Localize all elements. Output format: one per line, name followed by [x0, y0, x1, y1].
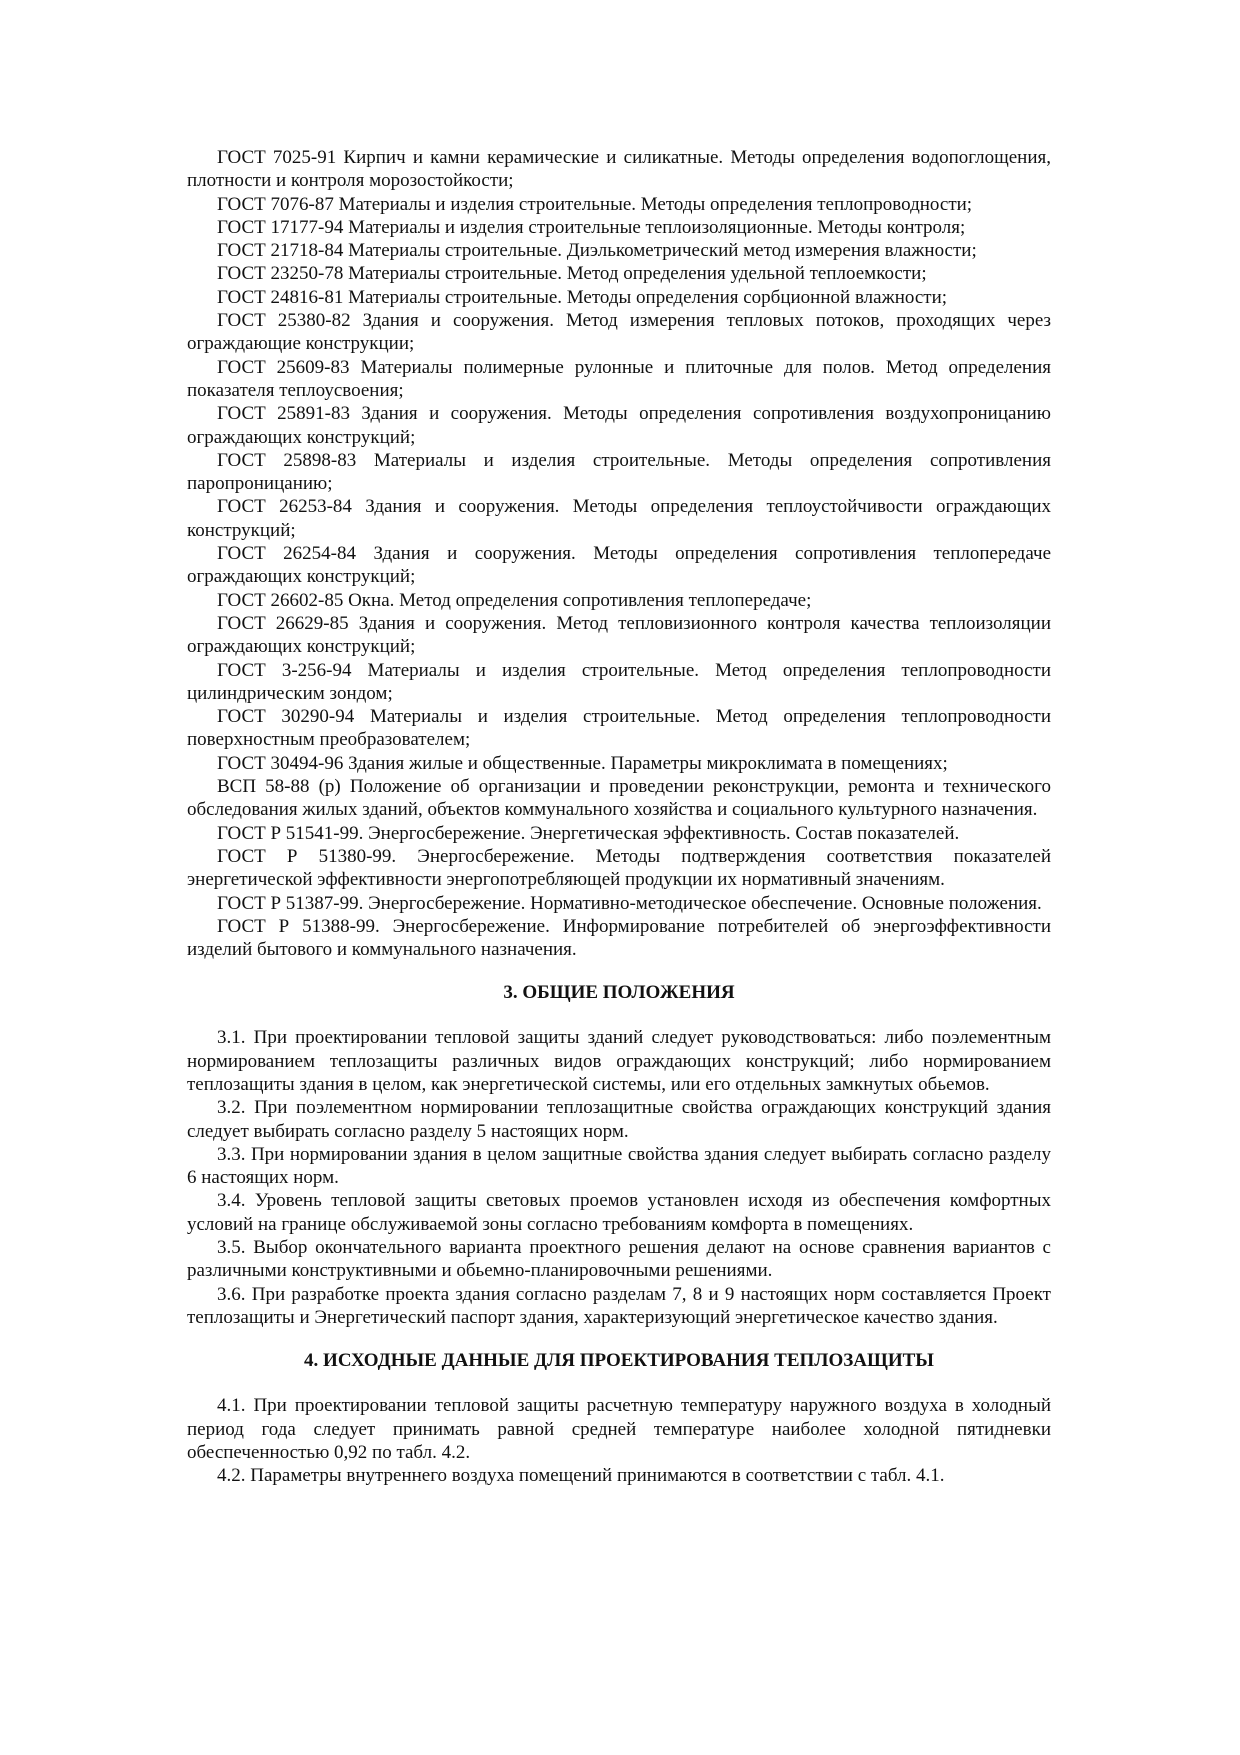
reference-item: ГОСТ 24816-81 Материалы строительные. Методы определения сорбционной влажности; — [217, 286, 948, 308]
reference-item: ГОСТ 26253-84 Здания и сооружения. Методы определения теплоустойчивости ограждающих конструкций; — [187, 496, 1051, 541]
reference-item: ГОСТ Р 51541-99. Энергосбережение. Энергетическая эффективность. Состав показателей. — [217, 822, 960, 844]
section-4-paragraph: 4.1. При проектировании тепловой защиты расчетную температуру наружного воздуха в холодный период года следует принимать равной средней температуре наиболее холодной пятидневки обеспеченностью 0,92 по табл. 4.2. — [187, 1395, 1051, 1463]
section-3-paragraph: 3.2. При поэлементном нормировании теплозащитные свойства ограждающих конструкций здания следует выбирать согласно разделу 5 настоящих норм. — [187, 1097, 1051, 1142]
reference-item: ГОСТ 25380-82 Здания и сооружения. Метод измерения тепловых потоков, проходящих через ограждающие конструкции; — [187, 310, 1051, 355]
section-3-paragraph: 3.6. При разработке проекта здания согласно разделам 7, 8 и 9 настоящих норм составляется Проект теплозащиты и Энергетический паспорт здания, характеризующий энергетическое качество здания. — [187, 1283, 1051, 1328]
reference-item: ГОСТ 7076-87 Материалы и изделия строительные. Методы определения теплопроводности; — [217, 193, 973, 215]
reference-item: ГОСТ Р 51388-99. Энергосбережение. Информирование потребителей об энергоэффективности изделий бытового и коммунального назначения. — [187, 915, 1051, 961]
section-3-paragraph: 3.1. При проектировании тепловой защиты зданий следует руководствоваться: либо поэлементным нормированием теплозащиты различных видов ограждающих конструкций; либо нормированием теплозащиты здания в целом, как энергетической системы, или его отдельных замкнутых обьемов. — [187, 1027, 1051, 1095]
reference-item: ГОСТ Р 51387-99. Энергосбережение. Нормативно-методическое обеспечение. Основные положения. — [217, 892, 1042, 914]
reference-item: ГОСТ 30494-96 Здания жилые и общественные. Параметры микроклимата в помещениях; — [217, 752, 948, 774]
section-3-paragraph: 3.5. Выбор окончательного варианта проектного решения делают на основе сравнения вариантов с различными конструктивными и обьемно-планировочными решениями. — [187, 1237, 1051, 1282]
reference-item: ГОСТ 23250-78 Материалы строительные. Метод определения удельной теплоемкости; — [217, 263, 927, 285]
reference-item: ГОСТ Р 51380-99. Энергосбережение. Методы подтверждения соответствия показателей энергетической эффективности энергопотребляющей продукции их нормативный значениям. — [187, 845, 1051, 891]
reference-item: ГОСТ 7025-91 Кирпич и камни керамические и силикатные. Методы определения водопоглощения, плотности и контроля морозостойкости; — [187, 147, 1051, 192]
section-3-paragraph: 3.4. Уровень тепловой защиты световых проемов установлен исходя из обеспечения комфортных условий на границе обслуживаемой зоны согласно требованиям комфорта в помещениях. — [187, 1190, 1051, 1235]
reference-item: ГОСТ 17177-94 Материалы и изделия строительные теплоизоляционные. Методы контроля; — [217, 216, 966, 238]
reference-list — [187, 146, 1051, 961]
section-3-paragraph: 3.3. При нормировании здания в целом защитные свойства здания следует выбирать согласно разделу 6 настоящих норм. — [187, 1143, 1051, 1189]
section-3-heading: 3. ОБЩИЕ ПОЛОЖЕНИЯ — [503, 982, 735, 1004]
section-4-body — [187, 1394, 1051, 1487]
reference-item: ВСП 58-88 (р) Положение об организации и проведении реконструкции, ремонта и технического обследования жилых зданий, объектов коммунального хозяйства и социального культурного назначения. — [187, 776, 1051, 821]
section-3-body — [187, 1026, 1051, 1329]
section-4-heading: 4. ИСХОДНЫЕ ДАННЫЕ ДЛЯ ПРОЕКТИРОВАНИЯ ТЕПЛОЗАЩИТЫ — [304, 1350, 934, 1372]
reference-item: ГОСТ 26629-85 Здания и сооружения. Метод тепловизионного контроля качества теплоизоляции ограждающих конструкций; — [187, 612, 1051, 658]
reference-item: ГОСТ 25609-83 Материалы полимерные рулонные и плиточные для полов. Метод определения показателя теплоусвоения; — [187, 356, 1051, 401]
reference-item: ГОСТ 26602-85 Окна. Метод определения сопротивления теплопередаче; — [217, 589, 812, 611]
reference-item: ГОСТ 30290-94 Материалы и изделия строительные. Метод определения теплопроводности поверхностным преобразователем; — [187, 706, 1051, 751]
reference-item: ГОСТ 21718-84 Материалы строительные. Диэлькометрический метод измерения влажности; — [217, 240, 977, 262]
reference-item: ГОСТ 25898-83 Материалы и изделия строительные. Методы определения сопротивления паропроницанию; — [187, 449, 1051, 495]
document-page — [187, 146, 1051, 1487]
reference-item: ГОСТ 26254-84 Здания и сооружения. Методы определения сопротивления теплопередаче ограждающих конструкций; — [187, 543, 1051, 588]
reference-item: ГОСТ 25891-83 Здания и сооружения. Методы определения сопротивления воздухопроницанию ограждающих конструкций; — [187, 403, 1051, 448]
section-4-paragraph: 4.2. Параметры внутреннего воздуха помещений принимаются в соответствии с табл. 4.1. — [217, 1465, 945, 1487]
reference-item: ГОСТ 3-256-94 Материалы и изделия строительные. Метод определения теплопроводности цилиндрическим зондом; — [187, 659, 1051, 704]
